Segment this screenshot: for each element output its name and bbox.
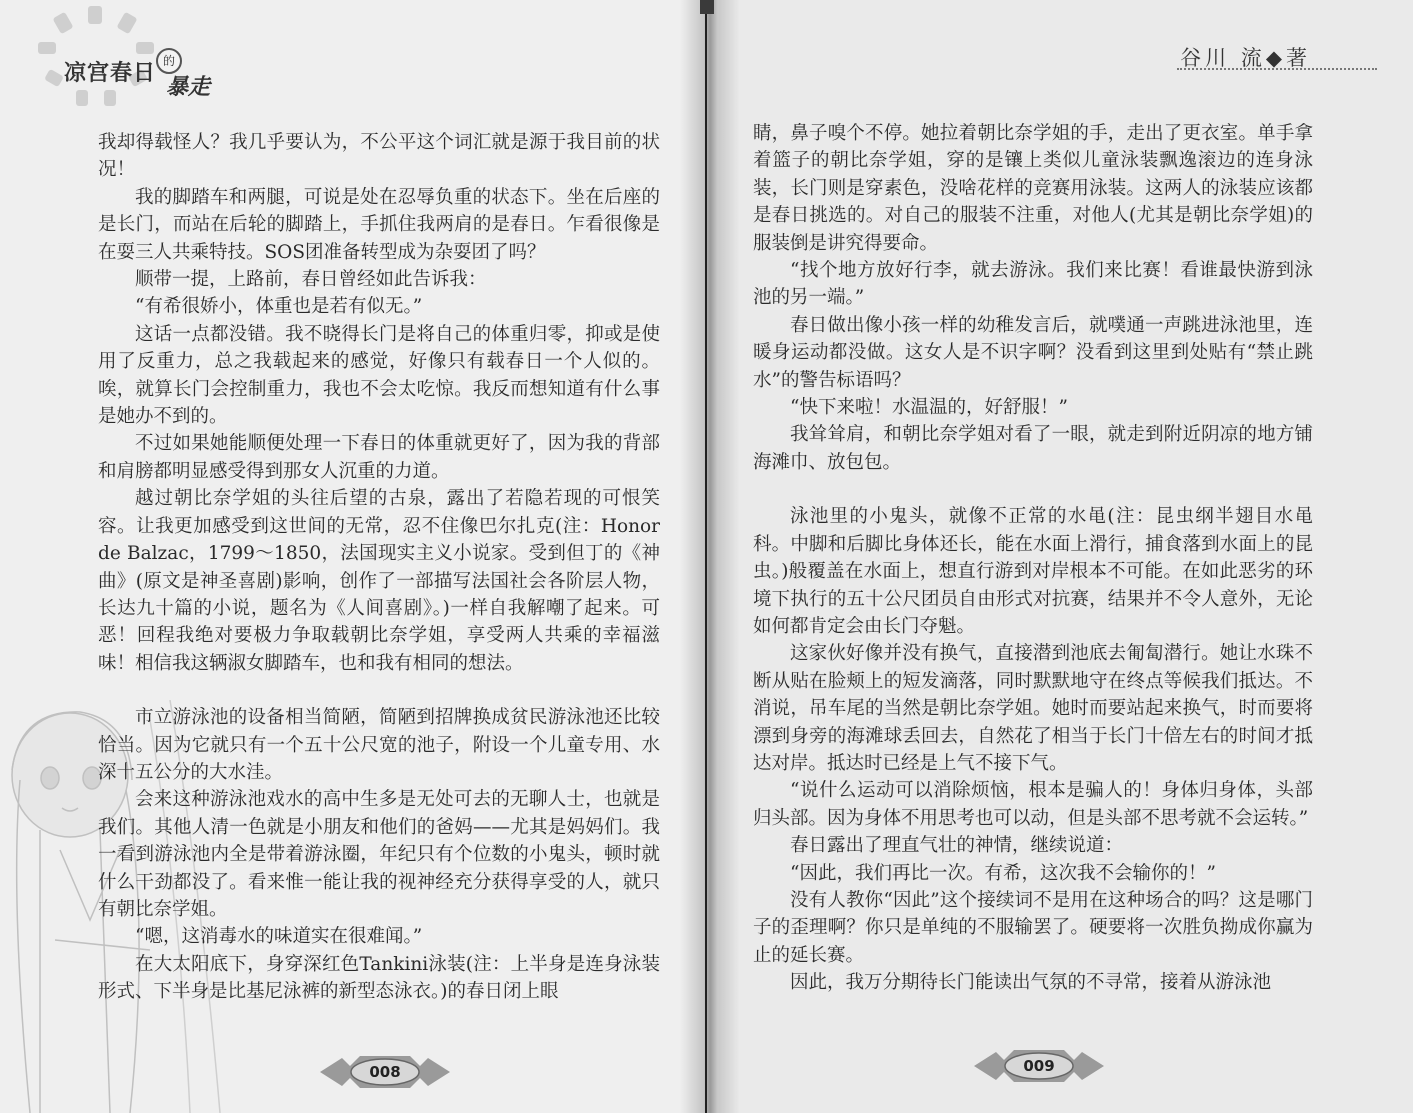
page-number-badge [974, 1046, 1104, 1086]
right-paragraph-4: 我耸耸肩，和朝比奈学姐对看了一眼，就走到附近阴凉的地方铺海滩巾、放包包。 [753, 424, 1313, 473]
right-paragraph-12: 因此，我万分期待长门能读出气氛的不寻常，接着从游泳池 [790, 972, 1272, 994]
left-paragraph-5: 不过如果她能顺便处理一下春日的体重就更好了，因为我的背部和肩膀都明显感受得到那女人沉重的力道。 [98, 433, 660, 482]
section-break [98, 677, 660, 704]
book-title-2: 暴走 [166, 75, 211, 100]
right-page-text [753, 120, 1313, 997]
left-paragraph-0: 我却得载怪人？我几乎要认为，不公平这个词汇就是源于我目前的状况！ [98, 132, 660, 181]
left-page [0, 0, 705, 1113]
page-number: 009 [1023, 1057, 1055, 1075]
right-paragraph-9: 春日露出了理直气壮的神情，继续说道： [790, 835, 1124, 857]
left-paragraph-10: “嗯，这消毒水的味道实在很难闻。” [135, 926, 423, 948]
left-page-text [98, 129, 660, 1006]
book-title-particle: 的 [156, 48, 182, 74]
right-paragraph-8: “说什么运动可以消除烦恼，根本是骗人的！身体归身体，头部归头部。因为身体不用思考也可以动，但是头部不思考就不会运转。” [753, 780, 1313, 829]
left-paragraph-2: 顺带一提，上路前，春日曾经如此告诉我： [135, 269, 487, 291]
right-paragraph-1: “找个地方放好行李，就去游泳。我们来比赛！看谁最快游到泳池的另一端。” [753, 260, 1313, 309]
right-paragraph-10: “因此，我们再比一次。有希，这次我不会输你的！” [790, 862, 1216, 884]
page-number-badge [320, 1052, 450, 1092]
left-paragraph-9: 会来这种游泳池戏水的高中生多是无处可去的无聊人士，也就是我们。其他人清一色就是小朋友和他们的爸妈——尤其是妈妈们。我一看到游泳池内全是带着游泳圈，年纪只有个位数的小鬼头，顿时就什么干劲都没了。看来惟一能让我的视神经充分获得享受的人，就只有朝比奈学姐。 [98, 789, 660, 920]
left-paragraph-1: 我的脚踏车和两腿，可说是处在忍辱负重的状态下。坐在后座的是长门，而站在后轮的脚踏上，手抓住我两肩的是春日。乍看很像是在耍三人共乘特技。SOS团准备转型成为杂耍团了吗？ [98, 186, 660, 263]
author-line: 谷川 流◆著 [1180, 46, 1311, 70]
left-paragraph-11: 在大太阳底下，身穿深红色Tankini泳装(注：上半身是连身泳装形式、下半身是比基尼泳裤的新型态泳衣。)的春日闭上眼 [98, 953, 660, 1003]
right-paragraph-11: 没有人教你“因此”这个接续词不是用在这种场合的吗？这是哪门子的歪理啊？你只是单纯的不服输罢了。硬要将一次胜负拗成你赢为止的延长赛。 [753, 889, 1313, 966]
right-paragraph-6: 泳池里的小鬼头，就像不正常的水黾(注：昆虫纲半翅目水黾科。中脚和后脚比身体还长，能在水面上滑行，捕食落到水面上的昆虫。)般覆盖在水面上，想直行游到对岸根本不可能。在如此恶劣的环境下执行的五十公尺团员自由形式对抗赛，结果并不令人意外，无论如何都肯定会由长门夺魁。 [753, 506, 1313, 637]
right-paragraph-3: “快下来啦！水温温的，好舒服！” [790, 397, 1068, 419]
header-rule [1177, 68, 1377, 70]
left-paragraph-6: 越过朝比奈学姐的头往后望的古泉，露出了若隐若现的可恨笑容。让我更加感受到这世间的无常，忍不住像巴尔扎克(注：Honor de Balzac，1799～1850，法国现实主义小说家。受到但丁的《神曲》(原文是神圣喜剧)影响，创作了一部描写法国社会各阶层人物，长达九十篇的小说，题名为《人间喜剧》。)一样自我解嘲了起来。可恶！回程我绝对要极力争取载朝比奈学姐，享受两人共乘的幸福滋味！相信我这辆淑女脚踏车，也和我有相同的想法。 [98, 488, 660, 674]
right-paragraph-2: 春日做出像小孩一样的幼稚发言后，就噗通一声跳进泳池里，连暖身运动都没做。这女人是不识字啊？没看到这里到处贴有“禁止跳水”的警告标语吗？ [753, 314, 1313, 391]
left-paragraph-4: 这话一点都没错。我不晓得长门是将自己的体重归零，抑或是使用了反重力，总之我载起来的感觉，好像只有载春日一个人似的。唉，就算长门会控制重力，我也不会太吃惊。我反而想知道有什么事是她办不到的。 [98, 323, 660, 428]
right-paragraph-0: 睛，鼻子嗅个不停。她拉着朝比奈学姐的手，走出了更衣室。单手拿着篮子的朝比奈学姐，穿的是镶上类似儿童泳装飘逸滚边的连身泳装，长门则是穿素色，没啥花样的竞赛用泳装。这两人的泳装应该都是春日挑选的。对自己的服装不注重，对他人(尤其是朝比奈学姐)的服装倒是讲究得要命。 [753, 123, 1313, 254]
section-break [753, 476, 1313, 503]
page-number: 008 [369, 1063, 401, 1081]
left-paragraph-8: 市立游泳池的设备相当简陋，简陋到招牌换成贫民游泳池还比较恰当。因为它就只有一个五十公尺宽的池子，附设一个儿童专用、水深十五公分的大水洼。 [98, 707, 660, 783]
left-paragraph-3: “有希很娇小，体重也是若有似无。” [135, 296, 423, 318]
scan-edge [700, 0, 714, 14]
right-page [707, 0, 1413, 1113]
book-title: 凉宫春日 [64, 61, 157, 86]
right-paragraph-7: 这家伙好像并没有换气，直接潜到池底去匍匐潜行。她让水珠不断从贴在脸颊上的短发滴落，同时默默地守在终点等候我们抵达。不消说，吊车尾的当然是朝比奈学姐。她时而要站起来换气，时而要将漂到身旁的海滩球丢回去，自然花了相当于长门十倍左右的时间才抵达对岸。抵达时已经是上气不接下气。 [753, 643, 1313, 774]
